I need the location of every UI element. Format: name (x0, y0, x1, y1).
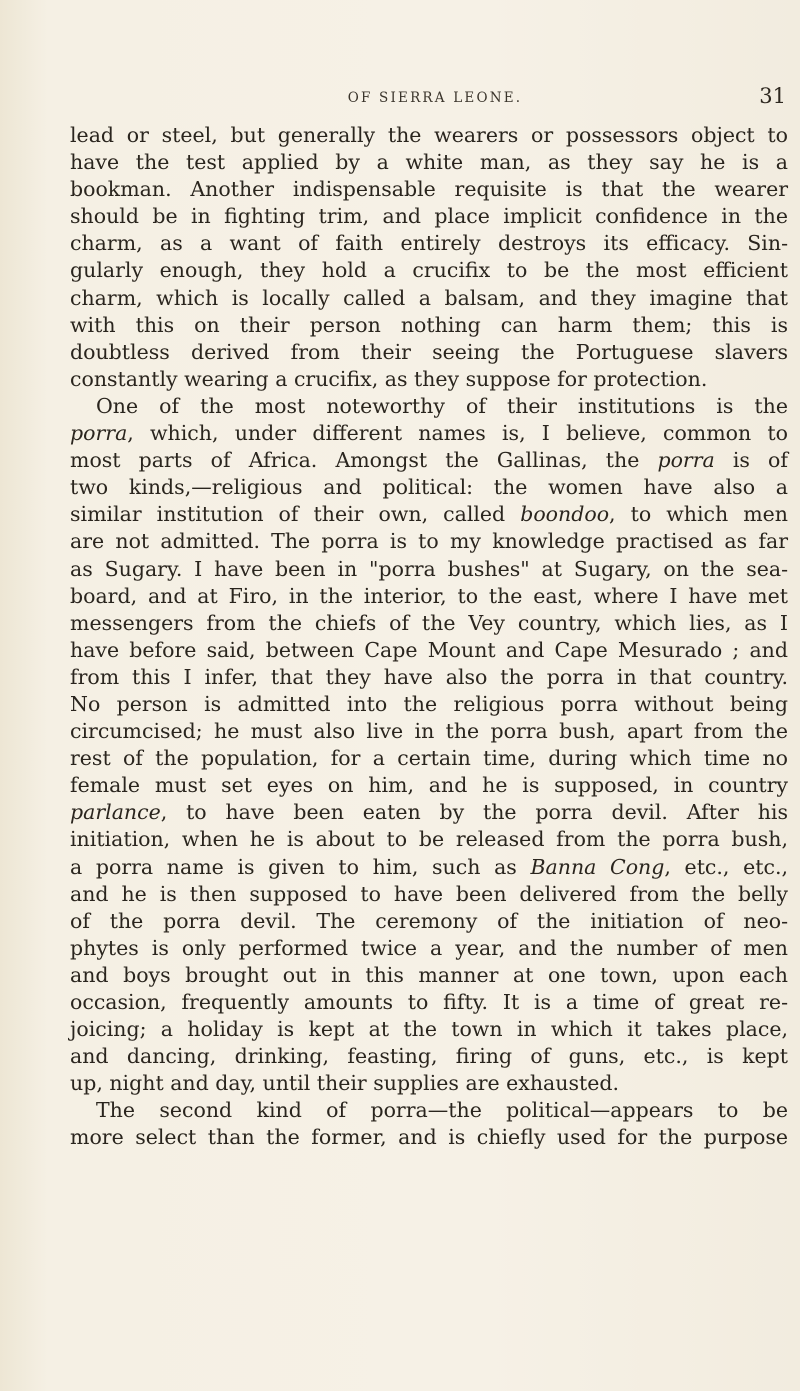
text-line: No person is admitted into the religious porra without being (70, 691, 788, 716)
text-line: are not admitted. The porra is to my knowledge practised as far (70, 529, 788, 554)
text-line-with-italics: most parts of Africa. Amongst the Gallinas, the porra is of (70, 448, 788, 473)
text-line: two kinds,—religious and political: the women have also a (70, 475, 788, 500)
text-line: and boys brought out in this manner at one town, upon each (70, 962, 788, 987)
text-line: bookman. Another indispensable requisite is that the wearer (70, 177, 788, 202)
italic-term: boondoo (520, 502, 610, 527)
italic-term: parlance (70, 800, 161, 825)
text-line: occasion, frequently amounts to fifty. It is a time of great re- (70, 990, 788, 1014)
text-line: The second kind of porra—the political—appears to be (96, 1098, 788, 1123)
text-line: board, and at Firo, in the interior, to the east, where I have met (70, 583, 788, 608)
text-line: gularly enough, they hold a crucifix to be the most efficient (70, 258, 788, 283)
text-line-with-italics: parlance, to have been eaten by the porra devil. After his (70, 800, 788, 825)
italic-term: Banna Cong (530, 854, 665, 879)
text-line: One of the most noteworthy of their institutions is the (96, 393, 788, 418)
text-line: charm, which is locally called a balsam, and they imagine that (70, 285, 788, 310)
body-text (70, 122, 788, 1152)
text-line: messengers from the chiefs of the Vey country, which lies, as I (70, 610, 788, 635)
italic-term: porra (657, 448, 715, 473)
text-line: with this on their person nothing can harm them; this is (70, 312, 788, 337)
text-line: lead or steel, but generally the wearers or possessors object to (70, 123, 788, 147)
text-line: should be in fighting trim, and place implicit confidence in the (70, 204, 788, 229)
text-line: phytes is only performed twice a year, and the number of men (70, 935, 788, 960)
text-line: have before said, between Cape Mount and Cape Mesurado ; and (70, 637, 788, 662)
text-line-with-italics: a porra name is given to him, such as Banna Cong, etc., etc., (70, 854, 788, 879)
text-line: and dancing, drinking, feasting, firing of guns, etc., is kept (70, 1044, 788, 1069)
text-line: joicing; a holiday is kept at the town in which it takes place, (70, 1017, 788, 1042)
text-line: female must set eyes on him, and he is supposed, in country (70, 773, 788, 798)
text-line: initiation, when he is about to be released from the porra bush, (70, 827, 788, 852)
page-number: 31 (759, 84, 786, 108)
text-line: constantly wearing a crucifix, as they suppose for protection. (70, 366, 708, 391)
text-line: and he is then supposed to have been delivered from the belly (70, 881, 788, 906)
text-line: of the porra devil. The ceremony of the initiation of neo- (70, 908, 788, 933)
text-line: charm, as a want of faith entirely destroys its efficacy. Sin- (70, 231, 788, 256)
text-line-with-italics: similar institution of their own, called boondoo, to which men (70, 502, 788, 527)
running-title: OF SIERRA LEONE. (347, 90, 523, 106)
text-line-with-italics: porra, which, under different names is, I believe, common to (70, 421, 788, 446)
text-line: have the test applied by a white man, as they say he is a (70, 150, 788, 175)
text-line: from this I infer, that they have also the porra in that country. (70, 664, 788, 689)
text-line: rest of the population, for a certain time, during which time no (70, 746, 788, 771)
text-line: doubtless derived from their seeing the Portuguese slavers (70, 339, 788, 364)
italic-term: porra (70, 421, 128, 446)
text-line: up, night and day, until their supplies are exhausted. (70, 1071, 619, 1096)
running-head (70, 84, 800, 118)
text-line: more select than the former, and is chiefly used for the purpose (70, 1125, 788, 1150)
text-line: as Sugary. I have been in "porra bushes" at Sugary, on the sea- (70, 556, 788, 581)
text-line: circumcised; he must also live in the porra bush, apart from the (70, 719, 788, 744)
